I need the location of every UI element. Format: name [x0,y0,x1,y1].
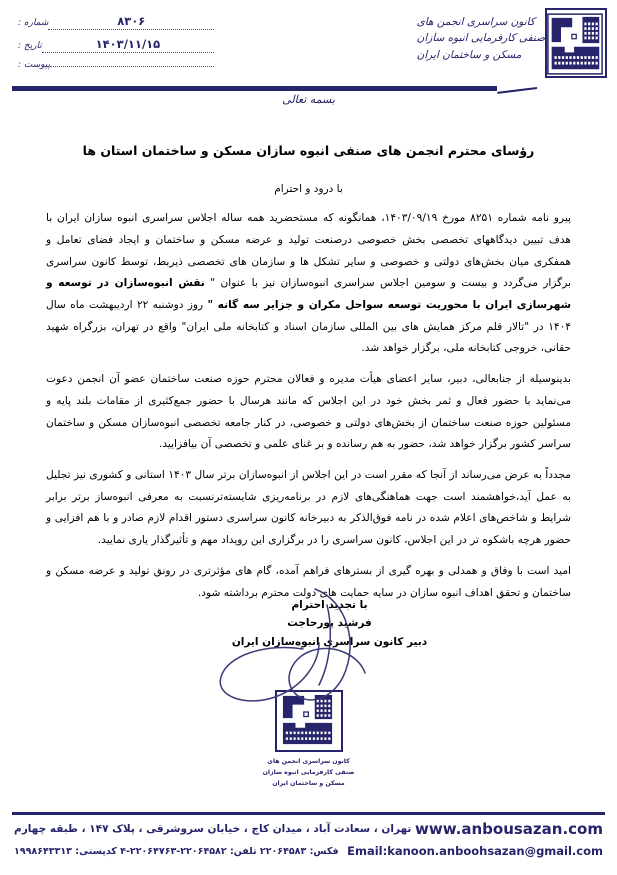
letter-date-label: تاریخ : [18,41,42,51]
stamp-caption [263,757,355,790]
letter-date-line [42,37,214,53]
letter-number-value: ۸۳۰۶ [117,14,146,28]
letter-attachment-label: پیوست : [18,60,51,70]
footer-row-secondary [14,844,603,858]
letter-paragraph-text: امید است با وفاق و همدلی و بهره گیری از بسترهای فراهم آمده، گام های مؤثرتری در رونق تولید و عرضه مسکن و ساختمان و تحقق اهداف انبوه سازان در سایه حمایت های دولت محترم برداشته شود. [46,564,571,599]
letter-salutation: با درود و احترام [274,183,343,196]
stamp-caption-line-3: مسکن و ساختمان ایران [272,779,345,787]
letter-paragraph-emphasis: نقش انبوه‌سازان در توسعه و شهرسازی ایران با محوریت توسعه سواحل مکران و جزایر سه گانه " [46,277,572,312]
organization-name-line-3: مسکن و ساختمان ایران [416,48,522,61]
footer-email-link[interactable]: Email:kanoon.anboohsazan@gmail.com [347,844,603,858]
footer-address: تهران ، سعادت آباد ، میدان کاج ، خیابان سروشرقی ، پلاک ۱۴۷ ، طبقه چهارم [14,823,412,835]
letter-date-value: ۱۴۰۳/۱۱/۱۵ [95,37,161,51]
stamp-inner [263,690,355,790]
letter-number-line [48,14,214,30]
letter-addressee-title: رؤسای محترم انجمن های صنفی انبوه سازان مسکن و ساختمان استان ها [82,143,535,158]
letter-number-label: شماره : [18,18,49,28]
organization-name [417,8,545,63]
letter-date-row [14,37,214,53]
letter-meta-block [14,14,214,77]
signatory-title: دبیر کانون سراسری انبوه‌سازان ایران [231,635,428,648]
building-cityscape-stamp-icon [275,690,343,752]
letter-body [46,140,571,613]
footer-row-primary [14,820,603,838]
footer-contact-numbers: فکس: ۲۲۰۶۴۵۸۳ تلفن: ۲۲۰۶۴۵۸۲-۲۲۰۶۴۷۶۳-۴ کدپستی: ۱۹۹۸۶۴۳۳۱۳ [14,845,339,857]
footer-divider [12,812,605,815]
header-divider [12,86,497,91]
letter-paragraph [46,208,571,360]
signature-closing: با تجدید احترام [291,599,368,611]
building-cityscape-icon [545,8,607,78]
organization-logo-block [411,8,607,78]
official-stamp [0,690,617,790]
footer-website-link[interactable]: www.anbousazan.com [415,820,603,838]
letter-paragraph [46,369,571,456]
letter-paragraph [46,465,571,552]
stamp-caption-line-2: صنفی کارفرمایی انبوه سازان [262,768,355,776]
letter-attachment-line [50,65,214,67]
signature-block [222,596,437,651]
letterhead-footer [14,820,603,864]
letter-paragraph-text: روز دوشنبه ۲۲ اردیبهشت ماه سال ۱۴۰۴ در "تالار قلم مرکز همایش های بین المللی سازمان اسناد و کتابخانه ملی ایران" واقع در تهران، بزرگراه شهید حقانی، خروجی کتابخانه ملی، برگزار خواهد شد. [46,299,571,355]
letter-number-row [14,14,214,30]
stamp-caption-line-1: کانون سراسری انجمن های [267,758,350,765]
letter-paragraph-text: بدینوسیله از جنابعالی، دبیر، سایر اعضای هیأت مدیره و فعالان محترم حوزه صنعت ساختمان عضو آن انجمن دعوت می‌نماید با حضور فعال و ثمر بخش خود در این اجلاس که مانند هرسال با حضور جمع‌کثیری از مقامات بلند پایه و مسئولین حوزه صنعت ساختمان از بخش‌های دولتی و خصوصی، در کنار جامعه تخصصی انبوه‌سازان مسکن و ساختمان سراسر کشور برگزار خواهد شد، حضور به هم رسانده و بر غنای علمی و تخصصی آن بیافزایید. [46,373,571,451]
letter-paragraph-text: مجدداً به عرض می‌رساند از آنجا که مقرر است در این اجلاس از انبوه‌سازان برتر سال ۱۴۰۳ استانی و کشوری نیز تجلیل به عمل آید،خواهشمند است جهت هماهنگی‌های لازم در برنامه‌ریزی شایسته‌ترنسبت به معرفی انبوه‌ساز برتر برابر شرایط و شاخص‌های اعلام شده در نامه فوق‌الذکر به دبیرخانه کانون سراسری دستور اقدام لازم صادر و با هم افزایی و حضور هرچه باشکوه تر در این اجلاس، کانون سراسری را در برگزاری این رویداد مهم و تأثیرگذار یاری نمایید. [46,468,571,547]
letter-paragraph-text: پیرو نامه شماره ۸۲۵۱ مورخ ۱۴۰۳/۰۹/۱۹، همانگونه که مستحضرید همه ساله اجلاس سراسری انبوه سازان ایران با هدف تبیین دیدگاههای تخصصی بخش خصوصی درصنعت تولید و عرضه مسکن و ساختمان و ایجاد فضای تعامل و همفکری میان بخش‌های دولتی و خصوصی و سایر تشکل ها و سازمان های تخصصی ذیربط، توسط کانون سراسری برگزار می‌گردد و بیست و سومین اجلاس سراسری انبوه‌سازان نیز با عنوان " [46,212,572,290]
besmellah-text: بسمه تعالی [282,93,335,106]
organization-name-line-1: کانون سراسری انجمن های [416,16,535,28]
organization-name-line-2: صنفی کارفرمایی انبوه سازان [416,32,545,45]
letter-attachment-row [14,60,214,70]
letter-paragraphs [46,208,571,604]
letterhead-header [0,0,617,106]
signatory-name: فرشید پورحاجت [287,617,372,630]
